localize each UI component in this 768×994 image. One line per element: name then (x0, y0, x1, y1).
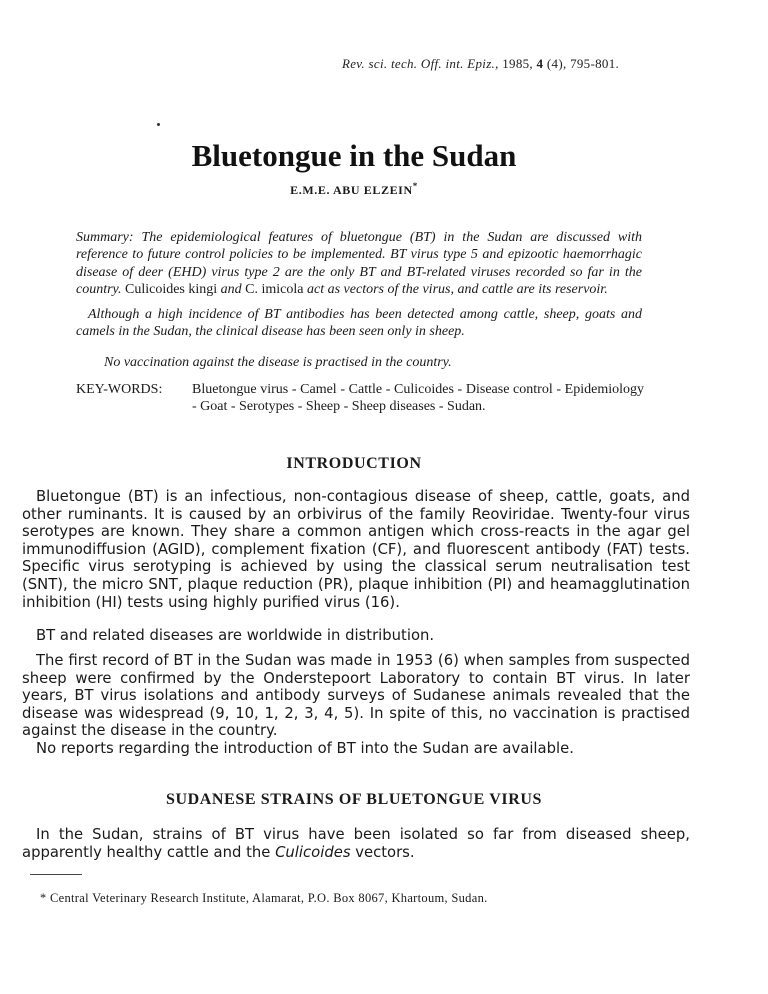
section-heading-introduction: INTRODUCTION (286, 455, 422, 472)
strains-text-a: In the Sudan, strains of BT virus have been isolated so far from diseased sheep, apparently healthy cattle and the (22, 826, 690, 861)
strains-genus: Culicoides (275, 843, 351, 861)
summary-label: Summary: (76, 230, 134, 245)
article-author (0, 181, 708, 198)
strains-paragraph-1 (22, 826, 690, 861)
print-speck (157, 123, 160, 126)
journal-volume: 4 (536, 56, 544, 71)
keywords-text: Bluetongue virus - Camel - Cattle - Culicoides - Disease control - Epidemiology - Goat - Serotypes - Sheep - Sheep diseases - Sudan. (192, 382, 644, 415)
intro-paragraph-4 (22, 740, 690, 758)
intro-paragraph-4-text: No reports regarding the introduction of BT into the Sudan are available. (36, 740, 574, 757)
intro-paragraph-1-text: Bluetongue (BT) is an infectious, non-contagious disease of sheep, cattle, goats, and other ruminants. It is caused by an orbivirus of the family Reoviridae. Twenty-four virus serotypes are known. They share a common antigen which cross-reacts in the agar gel immunodiffusion (AGID), complement fixation (CF), and fluorescent antibody (FAT) tests. Specific virus serotyping is achieved by using the classical serum neutralisation test (SNT), the micro SNT, plaque reduction (PR), plaque inhibition (PI) and heamagglutination inhibition (HI) tests using highly purified virus (16). (22, 488, 690, 611)
summary-paragraph-2: Although a high incidence of BT antibodies has been detected among cattle, sheep, goats and camels in the Sudan, the clinical disease has been seen only in sheep. (76, 307, 642, 340)
journal-name: Rev. sci. tech. Off. int. Epiz., (342, 56, 499, 71)
intro-paragraph-3-text: The first record of BT in the Sudan was made in 1953 (6) when samples from suspected sheep were confirmed by the Onderstepoort Laboratory to contain BT virus. In later years, BT virus isolations and antibody surveys of Sudanese animals revealed that the disease was widespread (9, 10, 1, 2, 3, 4, 5). In spite of this, no vaccination is practised against the disease in the country. (22, 652, 690, 740)
strains-text-b: vectors. (350, 843, 415, 861)
summary-species-2: C. imicola (245, 282, 304, 298)
intro-paragraph-2-text: BT and related diseases are worldwide in distribution. (36, 627, 435, 644)
summary-species-1: Culicoides kingi (125, 282, 218, 298)
summary-and: and (217, 282, 246, 298)
author-footnote-mark: * (412, 181, 418, 191)
journal-citation (342, 56, 702, 72)
summary-text-a: The epidemiological features of bluetongue (BT) in the Sudan are discussed with reference to future control policies to be implemented. BT virus type 5 and epizootic haemorrhagic disease of deer (EHD) virus type 2 are the only BT and BT-related viruses recorded so far in the country. (76, 230, 642, 298)
intro-paragraph-3 (22, 652, 690, 740)
summary-paragraph-1 (76, 229, 642, 299)
intro-paragraph-1 (22, 488, 690, 611)
journal-year: 1985, (502, 56, 533, 71)
keywords-label: KEY-WORDS: (76, 382, 163, 397)
journal-issue-pages: (4), 795-801. (546, 56, 620, 71)
intro-paragraph-2 (22, 627, 690, 645)
summary-paragraph-3: No vaccination against the disease is practised in the country. (104, 355, 452, 370)
section-heading-strains: SUDANESE STRAINS OF BLUETONGUE VIRUS (165, 791, 543, 808)
article-title: Bluetongue in the Sudan (191, 138, 517, 173)
footnote-rule (30, 874, 82, 875)
author-name: E.M.E. ABU ELZEIN (290, 183, 413, 197)
summary-text-b: act as vectors of the virus, and cattle are its reservoir. (303, 282, 608, 298)
author-affiliation-footnote: * Central Veterinary Research Institute, Alamarat, P.O. Box 8067, Khartoum, Sudan. (40, 891, 488, 905)
